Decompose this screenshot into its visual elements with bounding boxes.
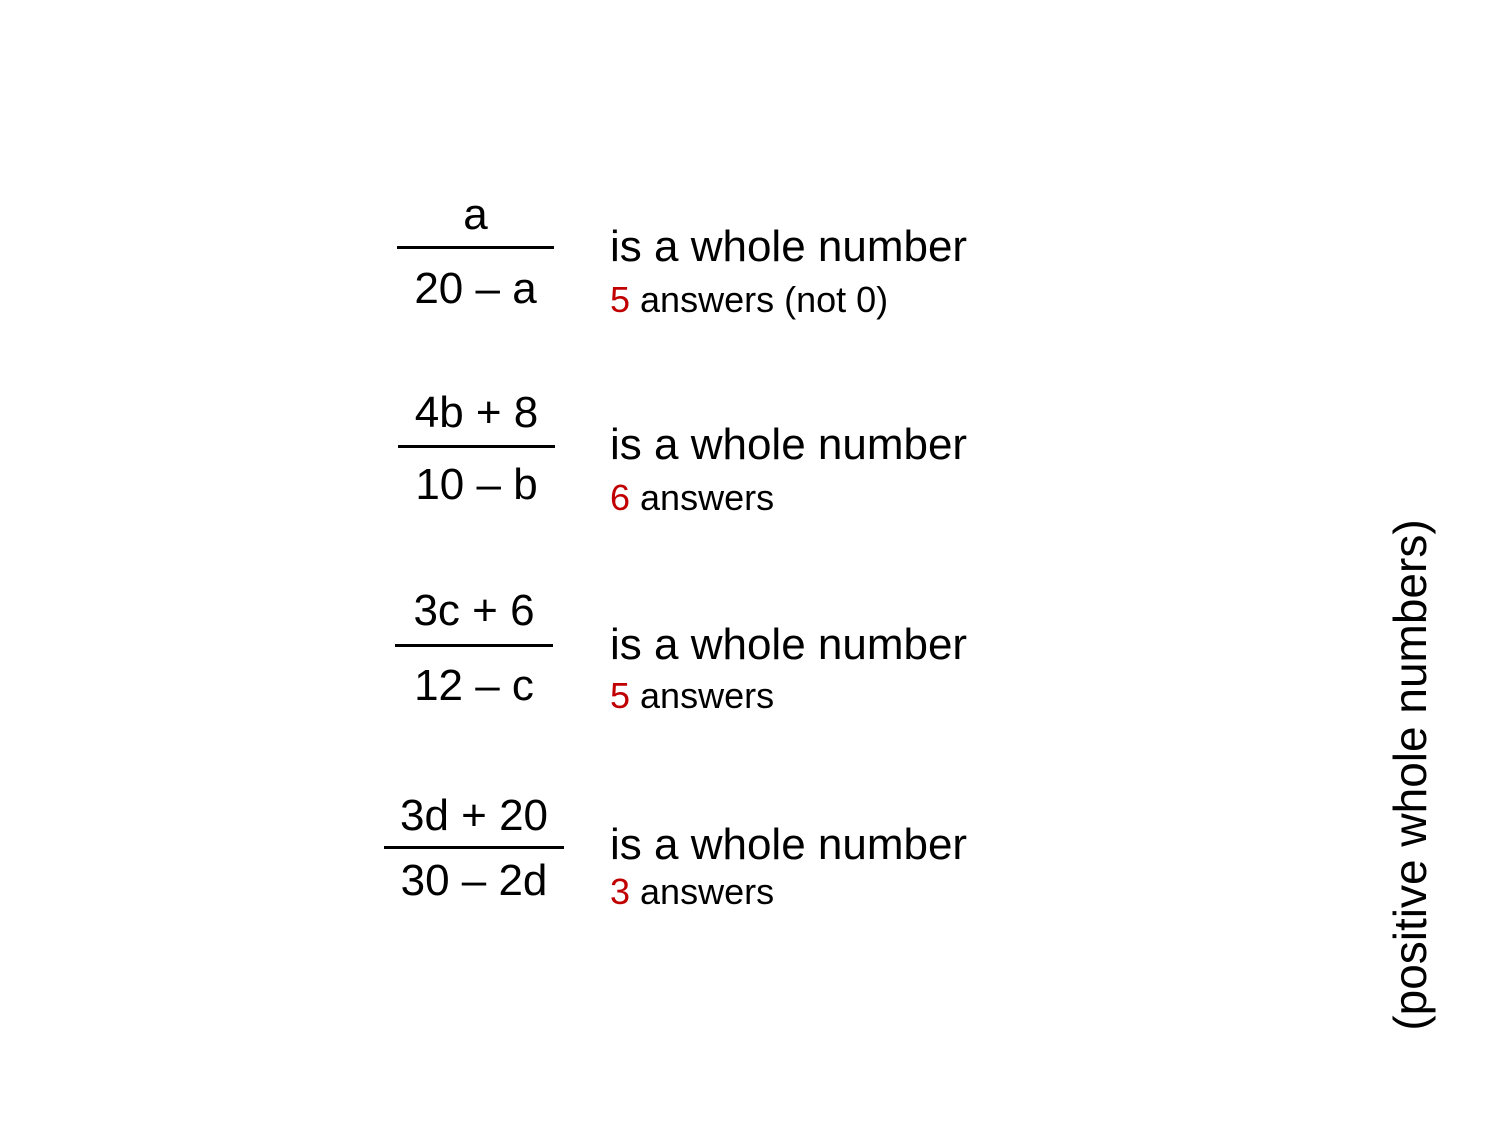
answer-line (610, 478, 774, 518)
denominator: 30 – 2d (400, 856, 548, 905)
numerator: 3c + 6 (413, 586, 535, 635)
problem-a (0, 190, 1500, 390)
answer-text: answers (630, 477, 775, 518)
denominator: 10 – b (415, 460, 538, 509)
fraction-bar (398, 445, 555, 448)
answer-count: 3 (610, 871, 631, 912)
side-note: (positive whole numbers) (1384, 519, 1436, 1031)
answer-text: answers (not 0) (630, 279, 889, 320)
answer-text: answers (630, 871, 775, 912)
statement: is a whole number (610, 420, 968, 469)
statement: is a whole number (610, 222, 968, 271)
statement: is a whole number (610, 620, 968, 669)
numerator: a (463, 190, 488, 239)
answer-count: 5 (610, 675, 631, 716)
numerator: 4b + 8 (414, 388, 539, 437)
denominator: 12 – c (414, 661, 534, 710)
fraction-c (395, 586, 553, 716)
denominator: 20 – a (414, 264, 537, 313)
statement: is a whole number (610, 820, 968, 869)
answer-count: 6 (610, 477, 631, 518)
problem-c (0, 586, 1500, 786)
fraction-bar (397, 246, 554, 249)
fraction-d (384, 791, 564, 921)
fraction-bar (384, 846, 564, 849)
answer-count: 5 (610, 279, 631, 320)
answer-line (610, 280, 888, 320)
problem-b (0, 388, 1500, 588)
fraction-b (398, 388, 555, 518)
fraction-a (397, 190, 554, 320)
numerator: 3d + 20 (399, 791, 549, 840)
answer-text: answers (630, 675, 775, 716)
answer-line (610, 872, 774, 912)
problem-d (0, 791, 1500, 991)
fraction-bar (395, 644, 553, 647)
answer-line (610, 676, 774, 716)
